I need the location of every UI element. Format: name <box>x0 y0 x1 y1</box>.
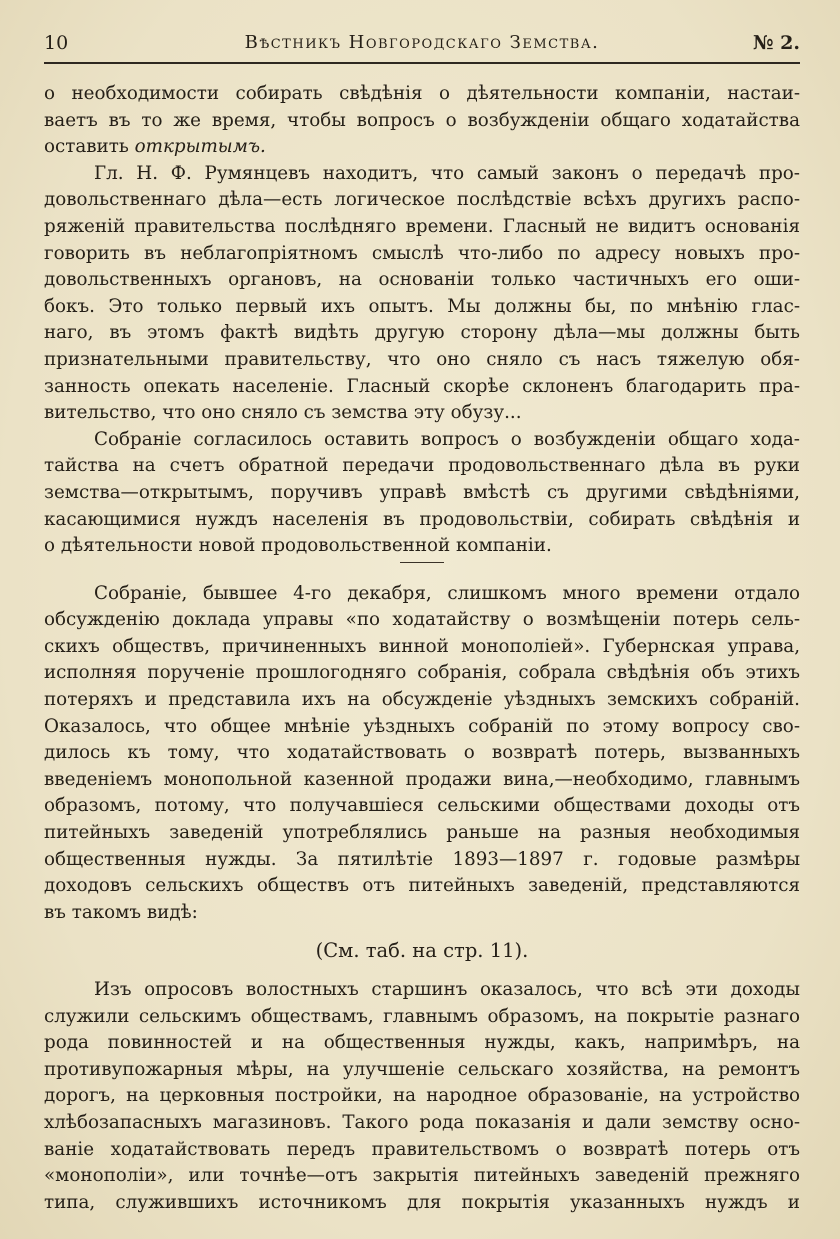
text-line: земства—открытымъ, поручивъ управѣ вмѣстѣ съ другими свѣдѣніями, <box>44 481 800 503</box>
text-line: доходовъ сельскихъ обществъ отъ питейныхъ заведеній, представляются <box>44 875 800 897</box>
issue-number: № 2. <box>752 32 800 54</box>
text-line: занность опекать населеніе. Гласный скорѣе склоненъ благодарить пра- <box>44 375 800 397</box>
text-line: говорить въ неблагопріятномъ смыслѣ что-либо по адресу новыхъ про- <box>44 242 800 264</box>
paragraph-2 <box>44 161 800 427</box>
text-line: признательными правительству, что оно сняло съ насъ тяжелую обя- <box>44 348 800 370</box>
text-line <box>44 134 800 161</box>
text-line: «монополіи», или точнѣе—отъ закрытія питейныхъ заведеній прежняго <box>44 1165 800 1187</box>
paragraph-1 <box>44 81 800 161</box>
text-line: Собраніе согласилось оставить вопросъ о возбужденіи общаго хода- <box>94 428 800 450</box>
text-line: исполняя порученіе прошлогодняго собранія, собрала свѣдѣнія объ этихъ <box>44 662 800 684</box>
text-line: въ такомъ видѣ: <box>44 901 198 923</box>
text-fragment: оставить <box>44 136 135 158</box>
text-line: типа, служившихъ источникомъ для покрытія указанныхъ нуждъ и <box>44 1191 800 1213</box>
text-line: противупожарныя мѣры, на улучшеніе сельскаго хозяйства, на ремонтъ <box>44 1058 800 1080</box>
text-line: вительство, что оно сняло съ земства эту обузу... <box>44 402 522 424</box>
text-line: касающимися нуждъ населенія въ продовольствіи, собирать свѣдѣнія и <box>44 508 800 530</box>
text-line: общественныя нужды. За пятилѣтіе 1893—1897 г. годовые размѣры <box>44 848 800 870</box>
journal-title: Вѣстникъ Новгородскаго Земства. <box>244 32 600 53</box>
table-reference: (См. таб. на стр. 11). <box>315 939 529 963</box>
text-line: введеніемъ монопольной казенной продажи вина,—необходимо, главнымъ <box>44 768 800 790</box>
text-line: служили сельскимъ обществамъ, главнымъ образомъ, на покрытіе разнаго <box>44 1005 800 1027</box>
text-line: обсужденію доклада управы «по ходатайству о возмѣщеніи потерь сель- <box>44 609 800 631</box>
paragraph-4 <box>44 581 800 927</box>
text-line: Собраніе, бывшее 4-го декабря, слишкомъ много времени отдало <box>94 582 800 604</box>
page-header <box>44 30 800 64</box>
text-line: ваніе ходатайствовать передъ правительствомъ о возвратѣ потерь отъ <box>44 1138 800 1160</box>
text-line: хлѣбозапасныхъ магазиновъ. Такого рода показанія и дали земству осно- <box>44 1111 800 1133</box>
paragraph-3 <box>44 427 800 560</box>
text-line: довольственнаго дѣла—есть логическое послѣдствіе всѣхъ другихъ распо- <box>44 189 800 211</box>
text-line: дорогъ, на церковныя постройки, на народное образованіе, на устройство <box>44 1085 800 1107</box>
text-line: о дѣятельности новой продовольственной компаніи. <box>44 535 552 557</box>
text-line: бокъ. Это только первый ихъ опытъ. Мы должны бы, по мнѣнію глас- <box>44 295 800 317</box>
section-divider <box>400 562 444 573</box>
text-line: Изъ опросовъ волостныхъ старшинъ оказалось, что всѣ эти доходы <box>94 979 800 1000</box>
text-line: дилось къ тому, что ходатайствовать о возвратѣ потерь, вызванныхъ <box>44 742 800 764</box>
text-line: питейныхъ заведеній употреблялись раньше на разныя необходимыя <box>44 822 800 844</box>
paragraph-5 <box>44 977 800 1216</box>
text-line: образомъ, потому, что получавшіеся сельскими обществами доходы отъ <box>44 795 800 817</box>
text-line: тайства на счетъ обратной передачи продовольственнаго дѣла въ руки <box>44 455 800 477</box>
text-line: наго, въ этомъ фактѣ видѣть другую сторону дѣла—мы должны быть <box>44 322 800 344</box>
text-line: рода повинностей и на общественныя нужды, какъ, напримѣръ, на <box>44 1032 800 1054</box>
text-line: ваетъ въ то же время, чтобы вопросъ о возбужденіи общаго ходатайства <box>44 109 800 131</box>
text-line: потеряхъ и представила ихъ на обсужденіе уѣздныхъ земскихъ собраній. <box>44 689 800 711</box>
text-line: довольственныхъ органовъ, на основаніи только частичныхъ его оши- <box>44 269 800 291</box>
text-line: ряженій правительства послѣдняго времени. Гласный не видитъ основанія <box>44 215 800 237</box>
text-line: Оказалось, что общее мнѣніе уѣздныхъ собраній по этому вопросу сво- <box>44 715 800 737</box>
text-line: скихъ обществъ, причиненныхъ винной монополіей». Губернская управа, <box>44 635 800 657</box>
italic-word: открытымъ. <box>134 136 266 158</box>
text-line: о необходимости собирать свѣдѣнія о дѣятельности компаніи, настаи- <box>44 83 800 104</box>
page-number: 10 <box>44 32 69 54</box>
text-line: Гл. Н. Ф. Румянцевъ находитъ, что самый законъ о передачѣ про- <box>94 162 800 184</box>
page-body <box>44 81 800 1216</box>
